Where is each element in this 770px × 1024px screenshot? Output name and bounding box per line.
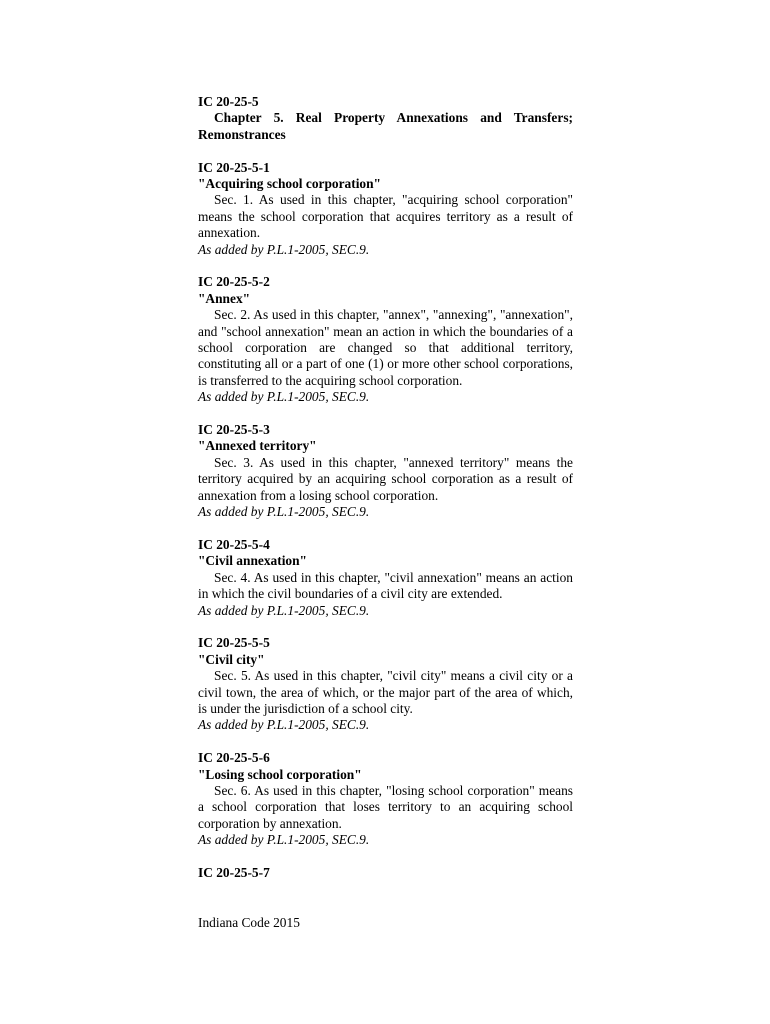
section-heading: "Losing school corporation" <box>198 766 362 782</box>
section-2 <box>198 274 573 405</box>
section-1 <box>198 160 573 258</box>
section-body: Sec. 5. As used in this chapter, "civil city" means a civil city or a civil town, the area of which, or the major part of the area of which, is under the jurisdiction of a school city. <box>198 668 573 716</box>
section-history: As added by P.L.1-2005, SEC.9. <box>198 717 370 733</box>
section-heading: "Civil city" <box>198 651 265 667</box>
section-code: IC 20-25-5-5 <box>198 635 270 651</box>
section-code: IC 20-25-5-1 <box>198 159 270 175</box>
section-body: Sec. 2. As used in this chapter, "annex", "annexing", "annexation", and "school annexation" mean an action in which the boundaries of a school corporation are changed so that additional territory, constituting all or a part of one (1) or more other school corporations, is transferred to the acquiring school corporation. <box>198 307 573 388</box>
section-heading: "Acquiring school corporation" <box>198 176 381 192</box>
section-history: As added by P.L.1-2005, SEC.9. <box>198 241 370 257</box>
section-heading: "Civil annexation" <box>198 553 307 569</box>
section-5 <box>198 635 573 733</box>
section-code: IC 20-25-5-6 <box>198 750 270 766</box>
page-footer: Indiana Code 2015 <box>198 915 300 930</box>
section-body: Sec. 6. As used in this chapter, "losing school corporation" means a school corporation that loses territory to an acquiring school corporation by annexation. <box>198 782 573 831</box>
chapter-title: Chapter 5. Real Property Annexations and Transfers; Remonstrances <box>198 110 573 142</box>
section-heading: "Annexed territory" <box>198 438 317 454</box>
section-history: As added by P.L.1-2005, SEC.9. <box>198 504 370 520</box>
section-history: As added by P.L.1-2005, SEC.9. <box>198 832 370 848</box>
section-history: As added by P.L.1-2005, SEC.9. <box>198 389 370 405</box>
section-3 <box>198 422 573 520</box>
section-body: Sec. 1. As used in this chapter, "acquiring school corporation" means the school corporation that acquires territory as a result of annexation. <box>198 192 573 241</box>
chapter-code: IC 20-25-5 <box>198 94 259 109</box>
section-heading: "Annex" <box>198 290 251 306</box>
section-6 <box>198 750 573 848</box>
section-body: Sec. 3. As used in this chapter, "annexed territory" means the territory acquired by an acquiring school corporation as a result of annexation from a losing school corporation. <box>198 454 573 503</box>
section-4 <box>198 537 573 619</box>
document-page <box>198 94 573 881</box>
section-code: IC 20-25-5-3 <box>198 422 270 438</box>
section-body: Sec. 4. As used in this chapter, "civil annexation" means an action in which the civil boundaries of a civil city are extended. <box>198 569 573 602</box>
section-7 <box>198 865 573 881</box>
section-history: As added by P.L.1-2005, SEC.9. <box>198 602 370 618</box>
section-code: IC 20-25-5-4 <box>198 536 270 552</box>
section-code: IC 20-25-5-2 <box>198 274 270 290</box>
section-code: IC 20-25-5-7 <box>198 864 270 880</box>
